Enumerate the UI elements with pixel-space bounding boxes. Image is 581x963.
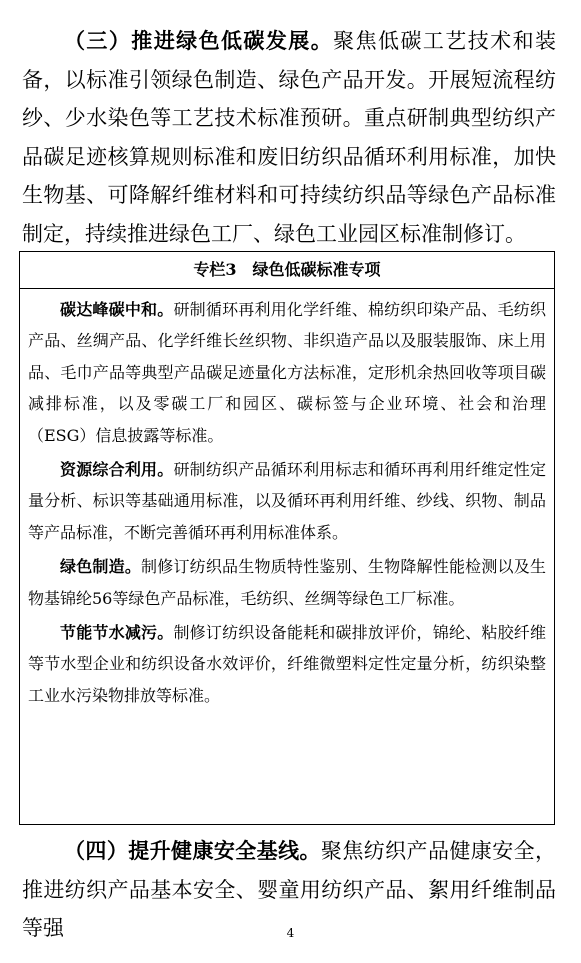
column-box-green-low-carbon [19, 251, 555, 825]
box-item-green-manufacturing [28, 550, 546, 614]
box-item-heading: 碳达峰碳中和。 [60, 300, 174, 319]
box-item-text: 制修订纺织品生物质特性鉴别、生物降解性能检测以及生物基锦纶56等绿色产品标准，毛纺织、丝绸等绿色工厂标准。 [28, 557, 546, 608]
section-4-heading: （四）提升健康安全基线。 [64, 838, 321, 863]
section-4-text: 聚焦纺织产品健康安全，推进纺织产品基本安全、婴童用纺织产品、絮用纤维制品等强 [22, 839, 557, 941]
column-box-body [20, 289, 554, 711]
box-item-heading: 节能节水减污。 [60, 623, 174, 643]
section-3-text: 聚焦低碳工艺技术和装备，以标准引领绿色制造、绿色产品开发。开展短流程纺纱、少水染色等工艺技术标准预研。重点研制典型纺织产品碳足迹核算规则标准和废旧纺织品循环利用标准，加快生物基、可降解纤维材料和可持续纺织品等绿色产品标准制定，持续推进绿色工厂、绿色工业园区标准制修订。 [22, 29, 557, 246]
box-item-resource-utilization [28, 453, 546, 548]
box-item-heading: 资源综合利用。 [60, 460, 174, 480]
column-box-title: 专栏3 绿色低碳标准专项 [20, 252, 554, 289]
box-item-text: 研制纺织产品循环利用标志和循环再利用纤维定性定量分析、标识等基础通用标准，以及循环再利用纤维、纱线、织物、制品等产品标准，不断完善循环再利用标准体系。 [28, 460, 546, 542]
box-item-text: 研制循环再利用化学纤维、棉纺织印染产品、毛纺织产品、丝绸产品、化学纤维长丝织物、非织造产品以及服装服饰、床上用品、毛巾产品等典型产品碳足迹量化方法标准，定形机余热回收等项目碳减排标准，以及零碳工厂和园区、碳标签与企业环境、社会和治理（ESG）信息披露等标准。 [28, 300, 546, 445]
box-item-carbon-peak [28, 293, 546, 451]
page-number: 4 [286, 926, 295, 940]
section-3-paragraph [22, 22, 556, 254]
box-item-text: 制修订纺织设备能耗和碳排放评价，锦纶、粘胶纤维等节水型企业和纺织设备水效评价，纤维微塑料定性定量分析，纺织染整工业水污染物排放等标准。 [28, 623, 546, 705]
section-3-heading: （三）推进绿色低碳发展。 [64, 28, 334, 53]
box-item-energy-water-pollution [28, 616, 546, 711]
box-item-heading: 绿色制造。 [60, 557, 142, 577]
